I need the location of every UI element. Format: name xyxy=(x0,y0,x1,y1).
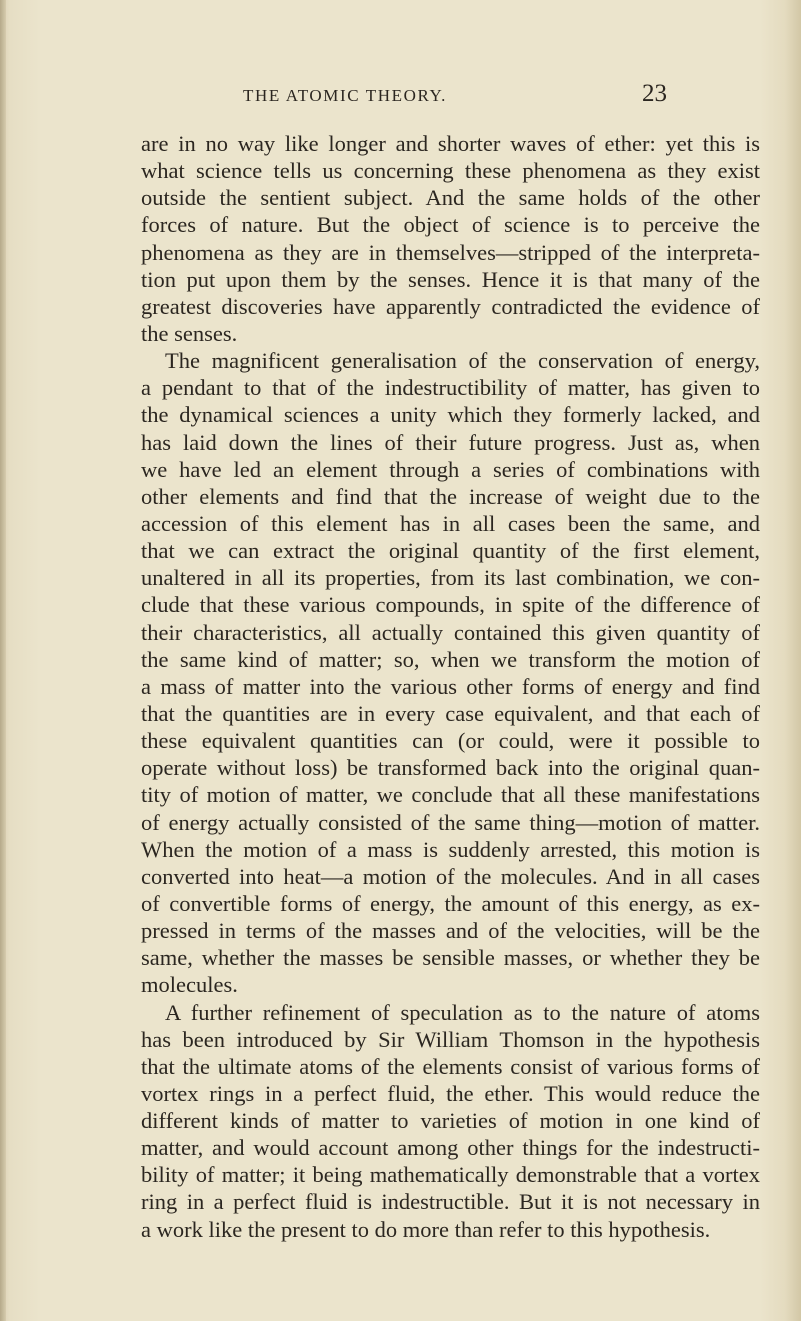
text-line: has been introduced by Sir William Thomson in the hypothesis xyxy=(141,1026,760,1052)
text-line: the dynamical sciences a unity which they formerly lacked, and xyxy=(141,402,760,428)
text-line: the senses. xyxy=(141,320,238,346)
running-title: THE ATOMIC THEORY. xyxy=(243,86,448,105)
text-line: these equivalent quantities can (or could, were it possible to xyxy=(141,728,760,754)
text-line: of energy actually consisted of the same thing—motion of matter. xyxy=(141,809,760,835)
text-line: different kinds of matter to varieties of motion in one kind of xyxy=(141,1108,760,1134)
text-line: are in no way like longer and shorter waves of ether: yet this is xyxy=(141,131,760,156)
text-line: accession of this element has in all cases been the same, and xyxy=(141,510,760,536)
text-line: outside the sentient subject. And the same holds of the other xyxy=(141,185,760,211)
text-line: that we can extract the original quantity of the first element, xyxy=(141,538,760,564)
text-line: unaltered in all its properties, from its last combination, we con- xyxy=(141,565,760,591)
text-line: clude that these various compounds, in spite of the difference of xyxy=(141,592,760,618)
text-line: the same kind of matter; so, when we transform the motion of xyxy=(141,646,760,672)
text-line: vortex rings in a perfect fluid, the ether. This would reduce the xyxy=(141,1080,760,1106)
text-line: of convertible forms of energy, the amount of this energy, as ex- xyxy=(141,890,760,916)
text-line: tion put upon them by the senses. Hence it is that many of the xyxy=(141,266,760,292)
text-line: their characteristics, all actually contained this given quantity of xyxy=(141,619,760,645)
text-line: we have led an element through a series of combinations with xyxy=(141,456,760,482)
text-line: what science tells us concerning these phenomena as they exist xyxy=(141,158,760,184)
text-line: tity of motion of matter, we conclude that all these manifestations xyxy=(141,782,760,808)
text-line: phenomena as they are in themselves—stripped of the interpreta- xyxy=(141,239,760,265)
page-header xyxy=(0,80,801,116)
text-line: same, whether the masses be sensible masses, or whether they be xyxy=(141,945,760,971)
text-line: other elements and find that the increase of weight due to the xyxy=(141,483,760,509)
text-line: operate without loss) be transformed back into the original quan- xyxy=(141,755,760,781)
page-number: 23 xyxy=(642,80,667,107)
text-line: pressed in terms of the masses and of the velocities, will be the xyxy=(141,918,760,944)
text-line: that the quantities are in every case equivalent, and that each of xyxy=(141,700,760,726)
text-line: a pendant to that of the indestructibility of matter, has given to xyxy=(141,375,760,401)
text-line: matter, and would account among other things for the indestructi- xyxy=(141,1135,760,1161)
text-line: converted into heat—a motion of the molecules. And in all cases xyxy=(141,863,760,889)
text-line: forces of nature. But the object of science is to perceive the xyxy=(141,212,760,238)
text-line: When the motion of a mass is suddenly arrested, this motion is xyxy=(141,836,760,862)
text-line: A further refinement of speculation as to the nature of atoms xyxy=(165,999,760,1025)
text-line: The magnificent generalisation of the conservation of energy, xyxy=(165,348,760,374)
text-line: greatest discoveries have apparently contradicted the evidence of xyxy=(141,293,760,319)
text-line: a mass of matter into the various other forms of energy and find xyxy=(141,673,760,699)
text-line: has laid down the lines of their future progress. Just as, when xyxy=(141,429,760,455)
text-line: a work like the present to do more than refer to this hypothesis. xyxy=(141,1216,711,1242)
text-line: ring in a perfect fluid is indestructible. But it is not necessary in xyxy=(141,1189,760,1215)
text-line: molecules. xyxy=(141,972,238,998)
body-text xyxy=(141,130,760,1243)
page-gutter-edge xyxy=(0,0,6,1321)
text-line: that the ultimate atoms of the elements consist of various forms of xyxy=(141,1053,760,1079)
text-line: bility of matter; it being mathematically demonstrable that a vortex xyxy=(141,1162,760,1188)
